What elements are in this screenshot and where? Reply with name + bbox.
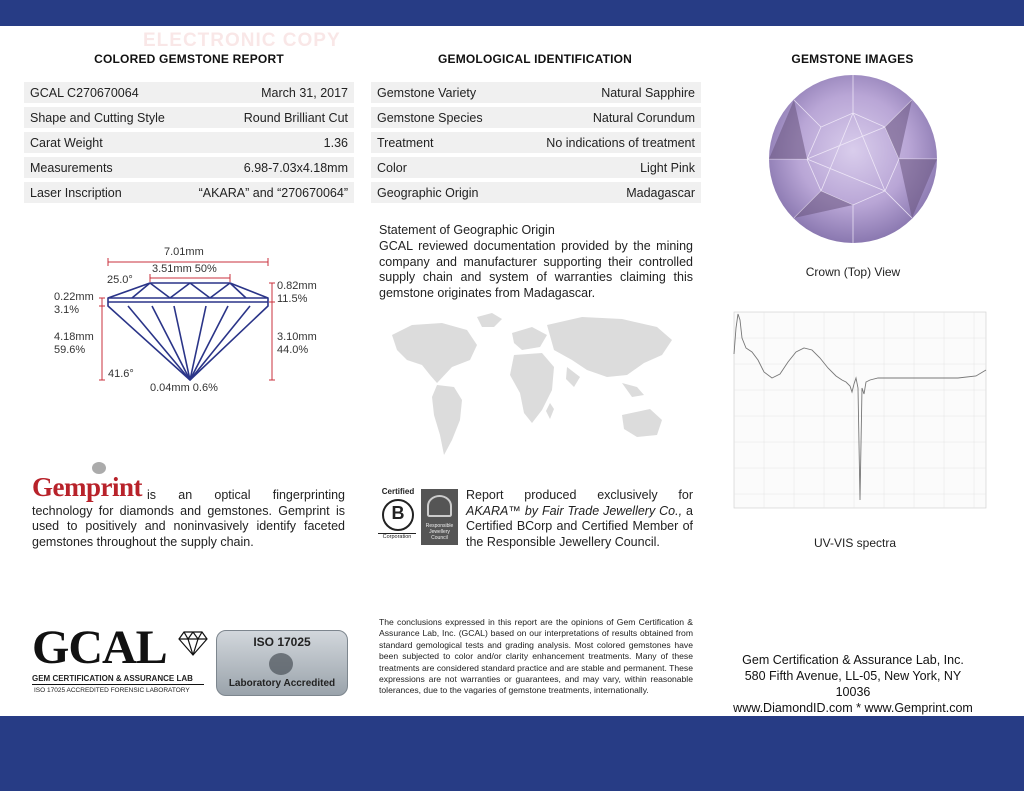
- address-line-3: www.DiamondID.com * www.Gemprint.com: [733, 701, 973, 715]
- identification-value: Madagascar: [510, 182, 701, 203]
- bcorp-certified-label: Certified: [381, 487, 415, 496]
- gcal-full-name: GEM CERTIFICATION & ASSURANCE LAB: [32, 674, 193, 683]
- report-label: GCAL C270670064: [24, 82, 181, 103]
- identification-label: Geographic Origin: [371, 182, 510, 203]
- culet-label: 0.04mm 0.6%: [150, 382, 218, 394]
- identification-row: [371, 107, 701, 128]
- gemprint-logo-text: Gemprint: [32, 472, 142, 502]
- identification-row: [371, 82, 701, 103]
- diameter-label: 7.01mm: [164, 246, 204, 258]
- bottom-band: [0, 716, 1024, 791]
- crown-angle-label: 25.0°: [107, 274, 133, 286]
- report-label: Shape and Cutting Style: [24, 107, 181, 128]
- gcal-diamond-icon: [178, 630, 208, 661]
- girdle-pct-label: 3.1%: [54, 304, 80, 316]
- pavilion-depth-mm-label: 3.10mm: [277, 331, 317, 343]
- gcal-logo: [32, 621, 212, 698]
- spectrum-chart: [718, 308, 988, 522]
- total-depth-pct-label: 59.6%: [54, 344, 86, 356]
- gemprint-text: is an optical fingerprinting technology for diamonds and gemstones. Gemprint is used to positively and noninvasively identify faceted gemstones throughout the supply chain.: [32, 488, 345, 549]
- disclaimer-text: The conclusions expressed in this report are the opinions of Gem Certification & Assurance Lab, Inc. (GCAL) based on our interpretations of results obtained from standard gemological tests and grading analysis. Most colored gemstones have been subjected to color and/or clarity enhancement treatments. Many of these treatments are considered standard practice and are stable and permanent. These expressions are not warranties or guarantees, and may vary, within reasonable tolerances, due to the vagaries of gemstone treatments, internationally.: [379, 617, 693, 696]
- gemstone-crown-image: [767, 73, 939, 245]
- origin-heading: Statement of Geographic Origin: [379, 223, 555, 237]
- report-row: [24, 132, 354, 153]
- bcorp-text: Report produced exclusively for AKARA™ by Fair Trade Jewellery Co., a Certified BCorp and Certified Member of the Responsible Jewellery Council.: [466, 488, 693, 549]
- identification-row: [371, 157, 701, 178]
- bcorp-logo-icon: Certified B Corporation: [378, 487, 418, 549]
- rjc-label: Responsible Jewellery Council: [425, 523, 454, 541]
- identification-row: [371, 182, 701, 203]
- report-value: “AKARA” and “270670064”: [181, 182, 354, 203]
- pavilion-depth-pct-label: 44.0%: [277, 344, 309, 356]
- watermark: ELECTRONIC COPY: [143, 30, 341, 51]
- bcorp-corporation-label: Corporation: [378, 533, 416, 540]
- identification-title: GEMOLOGICAL IDENTIFICATION: [437, 52, 633, 66]
- crown-height-pct-label: 11.5%: [277, 293, 308, 305]
- gcal-iso-line: ISO 17025 ACCREDITED FORENSIC LABORATORY: [34, 687, 190, 694]
- address-line-1: Gem Certification & Assurance Lab, Inc.: [742, 653, 964, 667]
- report-row: [24, 182, 354, 203]
- pavilion-angle-label: 41.6°: [108, 368, 134, 380]
- identification-value: Natural Corundum: [510, 107, 701, 128]
- world-map-icon: [382, 305, 692, 465]
- identification-label: Gemstone Species: [371, 107, 510, 128]
- top-band: [0, 0, 1024, 26]
- address-line-2: 580 Fifth Avenue, LL-05, New York, NY 10036: [744, 669, 962, 699]
- identification-label: Gemstone Variety: [371, 82, 510, 103]
- origin-body: GCAL reviewed documentation provided by the mining company and manufacturer supporting their controlled supply chain and system of warranties claiming this gemstone originates from Madagascar.: [379, 239, 693, 300]
- identification-label: Treatment: [371, 132, 510, 153]
- crown-caption: Crown (Top) View: [805, 265, 901, 279]
- report-row: [24, 107, 354, 128]
- iso-seal-icon: [216, 630, 348, 696]
- identification-table: [371, 78, 701, 207]
- identification-value: Light Pink: [510, 157, 701, 178]
- report-table: [24, 78, 354, 207]
- report-label: Carat Weight: [24, 132, 181, 153]
- rjc-logo-icon: [421, 489, 458, 545]
- identification-value: Natural Sapphire: [510, 82, 701, 103]
- crown-height-mm-label: 0.82mm: [277, 280, 317, 292]
- report-row: [24, 157, 354, 178]
- total-depth-mm-label: 4.18mm: [54, 331, 94, 343]
- report-label: Laser Inscription: [24, 182, 181, 203]
- report-row: [24, 82, 354, 103]
- girdle-mm-label: 0.22mm: [54, 291, 94, 303]
- iso-title: ISO 17025: [253, 635, 311, 649]
- report-value: 1.36: [181, 132, 354, 153]
- report-value: March 31, 2017: [181, 82, 354, 103]
- proportion-diagram: [50, 240, 350, 400]
- report-value: Round Brilliant Cut: [181, 107, 354, 128]
- images-title: GEMSTONE IMAGES: [791, 52, 914, 66]
- table-label: 3.51mm 50%: [152, 263, 217, 275]
- iso-subtitle: Laboratory Accredited: [228, 678, 336, 689]
- report-value: 6.98-7.03x4.18mm: [181, 157, 354, 178]
- gcal-logo-text: GCAL: [32, 621, 167, 674]
- identification-row: [371, 132, 701, 153]
- report-label: Measurements: [24, 157, 181, 178]
- spectra-caption: UV-VIS spectra: [813, 536, 897, 550]
- identification-label: Color: [371, 157, 510, 178]
- report-title: COLORED GEMSTONE REPORT: [94, 52, 284, 66]
- identification-value: No indications of treatment: [510, 132, 701, 153]
- address-block: [730, 652, 976, 716]
